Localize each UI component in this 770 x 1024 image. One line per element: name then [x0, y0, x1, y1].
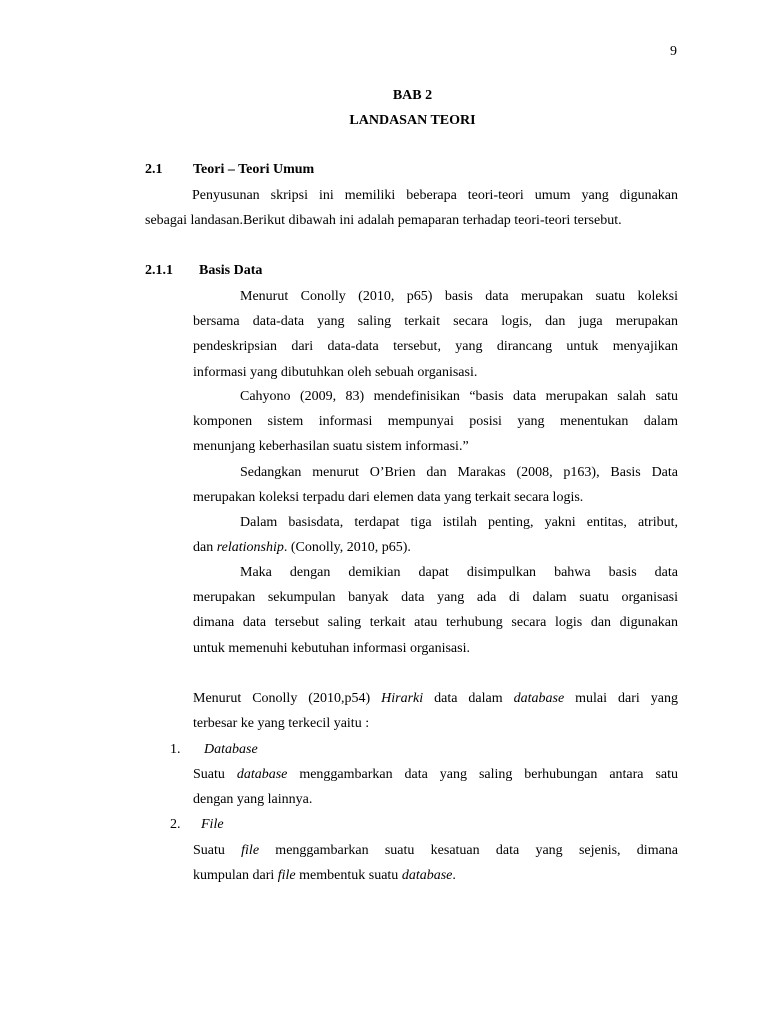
paragraph-line: dimana data tersebut saling terkait atau terhubung secara logis dan digunakan: [193, 615, 678, 631]
section-intro-paragraph: [145, 183, 678, 233]
list-item-number: 2.: [170, 817, 181, 832]
paragraph-line: terbesar ke yang terkecil yaitu :: [193, 716, 370, 732]
paragraph-line: menunjang keberhasilan suatu sistem informasi.”: [193, 439, 469, 455]
paragraph-line: merupakan koleksi terpadu dari elemen data yang terkait secara logis.: [193, 490, 584, 506]
italic-term: file: [241, 843, 260, 858]
text-run: kumpulan dari: [193, 868, 278, 884]
paragraph-line: [193, 762, 678, 787]
paragraph-obrien: [193, 460, 678, 510]
italic-term: File: [201, 817, 224, 832]
paragraph-line: [193, 863, 678, 888]
italic-term: Database: [204, 742, 258, 757]
intro-line-1: Penyusunan skripsi ini memiliki beberapa teori-teori umum yang digunakan: [192, 188, 678, 203]
paragraph-line: pendeskripsian dari data-data tersebut, yang dirancang untuk menyajikan: [193, 339, 678, 355]
text-run: menggambarkan data yang saling berhubungan antara satu: [287, 767, 679, 782]
text-run: .: [452, 868, 456, 884]
paragraph-line: merupakan sekumpulan banyak data yang ada di dalam suatu organisasi: [193, 590, 678, 606]
subsection-title: Basis Data: [199, 263, 263, 278]
section-title: Teori – Teori Umum: [193, 162, 315, 177]
italic-term: relationship: [216, 540, 284, 556]
text-run: Suatu: [193, 767, 237, 782]
list-item-description: [193, 838, 678, 888]
subsection-number: 2.1.1: [145, 263, 173, 278]
paragraph-line: Sedangkan menurut O’Brien dan Marakas (2008, p163), Basis Data: [240, 465, 678, 480]
paragraph-line: Cahyono (2009, 83) mendefinisikan “basis data merupakan salah satu: [240, 389, 678, 404]
paragraph-line: Menurut Conolly (2010, p65) basis data merupakan suatu koleksi: [240, 289, 678, 304]
paragraph-conclusion: [193, 560, 678, 661]
paragraph-line: bersama data-data yang saling terkait secara logis, dan juga merupakan: [193, 314, 678, 330]
chapter-number: BAB 2: [392, 88, 433, 103]
paragraph-line: informasi yang dibutuhkan oleh sebuah organisasi.: [193, 364, 478, 380]
paragraph-line: Dalam basisdata, terdapat tiga istilah penting, yakni entitas, atribut,: [240, 515, 678, 530]
paragraph-cahyono: [193, 384, 678, 460]
list-item-description: [193, 762, 678, 812]
list-item-term: [201, 817, 224, 833]
paragraph-basisdata: [193, 510, 678, 560]
text-run: data dalam: [423, 691, 514, 706]
italic-term: database: [513, 691, 565, 706]
paragraph-conolly: [193, 284, 678, 385]
intro-line-2: sebagai landasan.Berikut dibawah ini adalah pemaparan terhadap teori-teori tersebut.: [145, 213, 622, 229]
text-run: mulai dari yang: [564, 691, 678, 706]
text-run: Suatu: [193, 843, 242, 858]
italic-term: database: [401, 868, 453, 884]
text-run: membentuk suatu: [295, 868, 402, 884]
list-item-term: [204, 742, 258, 758]
paragraph-line: untuk memenuhi kebutuhan informasi organisasi.: [193, 640, 470, 656]
italic-term: database: [236, 767, 288, 782]
text-run: . (Conolly, 2010, p65).: [283, 540, 411, 556]
chapter-title: LANDASAN TEORI: [349, 113, 476, 128]
section-number: 2.1: [145, 162, 163, 177]
paragraph-line: [193, 838, 678, 863]
page-number: 9: [670, 44, 677, 59]
italic-term: file: [277, 868, 296, 884]
list-item-number: 1.: [170, 742, 181, 757]
paragraph-line: komponen sistem informasi mempunyai posisi yang menentukan dalam: [193, 414, 678, 430]
paragraph-line: [193, 535, 678, 560]
italic-term: Hirarki: [381, 691, 424, 706]
paragraph-line: [193, 686, 678, 711]
paragraph-hierarchy-intro: [193, 686, 678, 736]
text-run: Menurut Conolly (2010,p54): [193, 691, 382, 706]
text-run: menggambarkan suatu kesatuan data yang sejenis, dimana: [259, 843, 679, 858]
text-run: dan: [193, 540, 217, 556]
paragraph-line: dengan yang lainnya.: [193, 792, 313, 808]
paragraph-line: Maka dengan demikian dapat disimpulkan bahwa basis data: [240, 565, 678, 580]
